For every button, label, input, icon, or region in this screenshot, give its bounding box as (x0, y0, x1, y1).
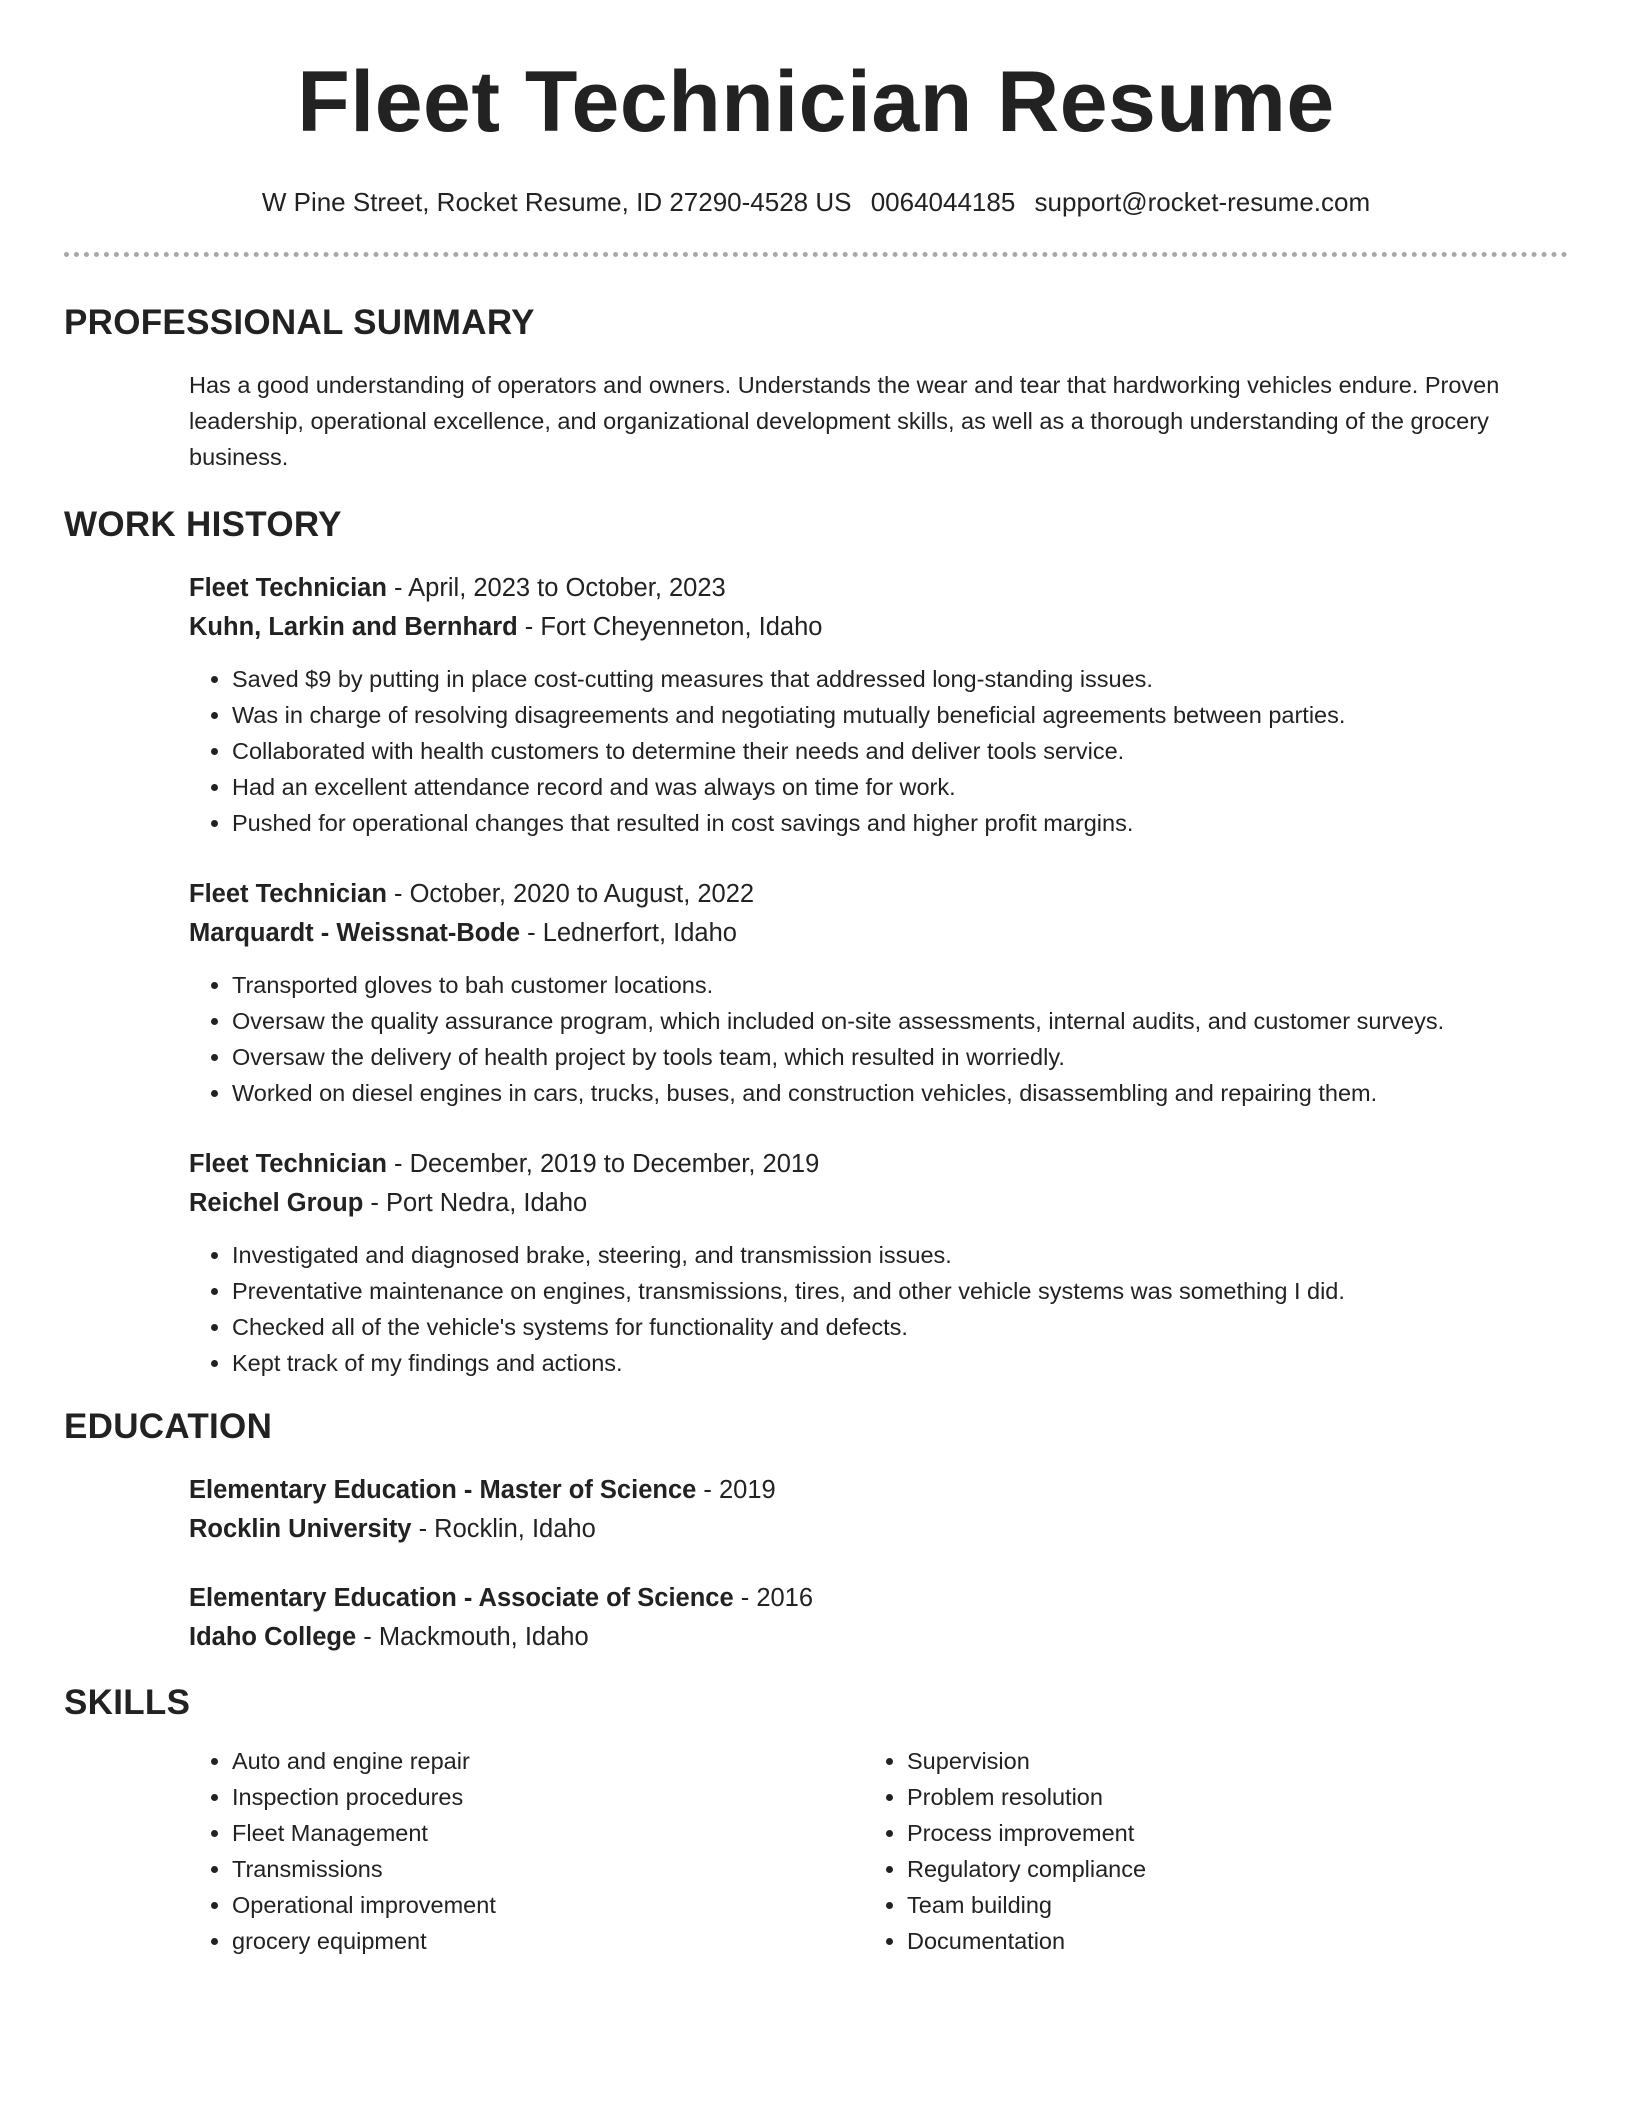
skill-item: • Documentation (907, 1923, 1539, 1959)
education-year: - 2019 (696, 1476, 776, 1504)
skill-item: • grocery equipment (232, 1923, 864, 1959)
job-bullet: • Kept track of my findings and actions. (232, 1345, 1568, 1381)
education-year: - 2016 (733, 1584, 814, 1612)
job-entry (189, 875, 1568, 1111)
job-dates: - April, 2023 to October, 2023 (386, 574, 726, 602)
job-bullet: • Transported gloves to bah customer locations. (232, 967, 1568, 1003)
skills-list (189, 1743, 864, 1959)
contact-line (64, 186, 1568, 218)
job-bullets (189, 967, 1568, 1111)
education-entry (189, 1579, 1568, 1657)
job-bullet: • Oversaw the delivery of health project by tools team, which resulted in worriedly. (232, 1039, 1568, 1075)
education-school-line (189, 1618, 1568, 1657)
skill-item: • Supervision (907, 1743, 1539, 1779)
job-role-line (189, 875, 1568, 914)
section-education (64, 1405, 1568, 1657)
job-bullets (189, 661, 1568, 841)
education-location: - Mackmouth, Idaho (356, 1623, 589, 1651)
job-bullet: • Checked all of the vehicle's systems for functionality and defects. (232, 1309, 1568, 1345)
education-location: - Rocklin, Idaho (411, 1515, 596, 1543)
job-entry (189, 569, 1568, 841)
skill-item: • Regulatory compliance (907, 1851, 1539, 1887)
job-bullet: • Worked on diesel engines in cars, trucks, buses, and construction vehicles, disassembling and repairing them. (232, 1075, 1568, 1111)
header-divider (64, 252, 1568, 257)
skill-item: • Transmissions (232, 1851, 864, 1887)
job-dates: - October, 2020 to August, 2022 (386, 880, 755, 908)
job-bullet: • Collaborated with health customers to determine their needs and deliver tools service. (232, 733, 1568, 769)
job-bullet: • Saved $9 by putting in place cost-cutting measures that addressed long-standing issues. (232, 661, 1568, 697)
job-role-line (189, 569, 1568, 608)
section-title-work: WORK HISTORY (64, 505, 342, 544)
resume-header (64, 0, 1568, 218)
education-school-line (189, 1510, 1568, 1549)
section-summary (64, 301, 1568, 475)
skill-item: • Fleet Management (232, 1815, 864, 1851)
summary-text: Has a good understanding of operators and owners. Understands the wear and tear that hardworking vehicles endure. Proven leadership, operational excellence, and organizational development skills, as well as a thorough understanding of the grocery business. (189, 372, 1500, 470)
job-company-line (189, 1184, 1568, 1223)
skill-item: • Problem resolution (907, 1779, 1539, 1815)
job-entry (189, 1145, 1568, 1381)
skills-grid (189, 1743, 1568, 1959)
contact-phone: 0064044185 (870, 187, 1016, 217)
job-role: Fleet Technician (189, 1150, 387, 1178)
skills-column-left (189, 1743, 864, 1959)
job-company-line (189, 608, 1568, 647)
education-degree: Elementary Education - Associate of Science (189, 1584, 734, 1612)
job-role: Fleet Technician (189, 574, 387, 602)
job-dates: - December, 2019 to December, 2019 (386, 1150, 820, 1178)
education-entry (189, 1471, 1568, 1549)
job-role-line (189, 1145, 1568, 1184)
job-location: - Lednerfort, Idaho (520, 919, 737, 947)
job-bullet: • Was in charge of resolving disagreements and negotiating mutually beneficial agreements between parties. (232, 697, 1568, 733)
job-bullet: • Had an excellent attendance record and was always on time for work. (232, 769, 1568, 805)
skill-item: • Process improvement (907, 1815, 1539, 1851)
skill-item: • Inspection procedures (232, 1779, 864, 1815)
job-bullet: • Investigated and diagnosed brake, steering, and transmission issues. (232, 1237, 1568, 1273)
section-title-education: EDUCATION (64, 1407, 273, 1446)
job-role: Fleet Technician (189, 880, 387, 908)
job-company: Marquardt - Weissnat-Bode (189, 919, 521, 947)
job-company: Reichel Group (189, 1189, 364, 1217)
resume-title: Fleet Technician Resume (297, 54, 1335, 150)
section-title-skills: SKILLS (64, 1683, 191, 1722)
section-work-history (64, 503, 1568, 1381)
skill-item: • Operational improvement (232, 1887, 864, 1923)
section-title-summary: PROFESSIONAL SUMMARY (64, 303, 535, 342)
job-company-line (189, 914, 1568, 953)
job-location: - Fort Cheyenneton, Idaho (517, 613, 823, 641)
contact-email: support@rocket-resume.com (1034, 187, 1371, 217)
skill-item: • Auto and engine repair (232, 1743, 864, 1779)
skill-item: • Team building (907, 1887, 1539, 1923)
job-bullet: • Oversaw the quality assurance program, which included on-site assessments, internal audits, and customer surveys. (232, 1003, 1568, 1039)
job-bullets (189, 1237, 1568, 1381)
job-bullet: • Preventative maintenance on engines, transmissions, tires, and other vehicle systems was something I did. (232, 1273, 1568, 1309)
job-bullet: • Pushed for operational changes that resulted in cost savings and higher profit margins. (232, 805, 1568, 841)
section-skills (64, 1681, 1568, 1959)
skills-list (864, 1743, 1539, 1959)
education-degree: Elementary Education - Master of Science (189, 1476, 697, 1504)
education-school: Rocklin University (189, 1515, 412, 1543)
job-location: - Port Nedra, Idaho (363, 1189, 588, 1217)
education-degree-line (189, 1471, 1568, 1510)
education-degree-line (189, 1579, 1568, 1618)
education-school: Idaho College (189, 1623, 357, 1651)
contact-address: W Pine Street, Rocket Resume, ID 27290-4528 US (261, 187, 852, 217)
skills-column-right (864, 1743, 1539, 1959)
job-company: Kuhn, Larkin and Bernhard (189, 613, 518, 641)
